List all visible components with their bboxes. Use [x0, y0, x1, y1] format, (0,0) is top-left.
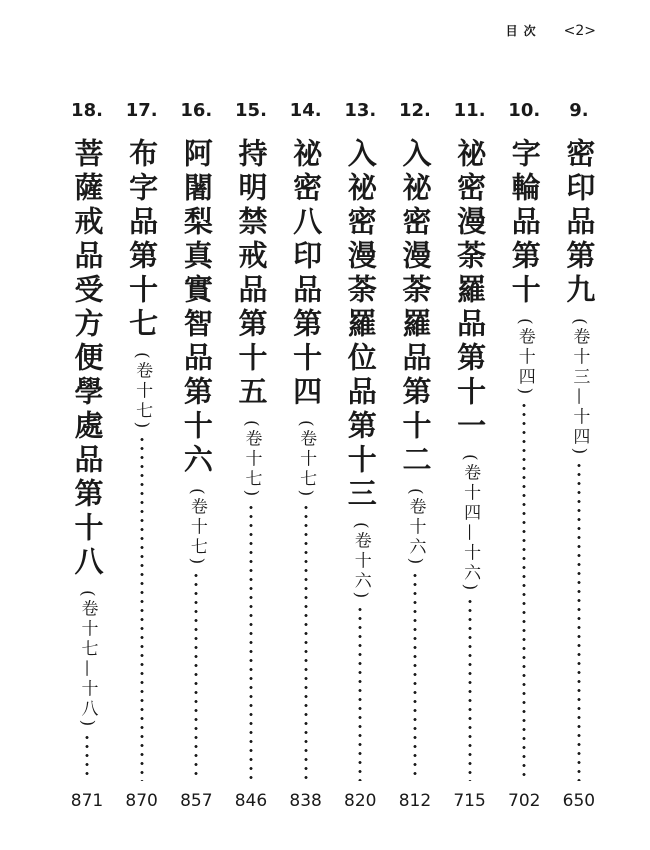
running-header	[506, 22, 596, 39]
entry-title: 入祕密漫荼羅位品第十三	[343, 138, 378, 512]
toc-entry	[287, 98, 325, 813]
toc-entry	[177, 98, 215, 813]
entry-number: 12.	[398, 100, 431, 121]
entry-title: 入祕密漫荼羅品第十二	[398, 138, 433, 478]
entry-juan: (卷十七)	[241, 420, 262, 500]
entry-title: 布字品第十七	[125, 138, 160, 342]
entry-juan: (卷十四)	[514, 318, 535, 398]
entry-juan: (卷十三—十四)	[569, 318, 590, 458]
entry-page: 846	[234, 791, 268, 811]
dot-leader	[577, 461, 581, 781]
entry-title: 菩薩戒品受方便學處品第十八	[70, 138, 105, 580]
dot-leader	[522, 401, 526, 781]
entry-number: 9.	[569, 100, 589, 121]
entry-juan: (卷十四—十六)	[460, 454, 481, 594]
dot-leader	[140, 435, 144, 781]
entry-page: 870	[125, 791, 158, 811]
page-number: <2>	[563, 22, 596, 39]
toc-entry	[68, 98, 106, 813]
dot-leader	[304, 503, 308, 781]
toc-entry	[505, 98, 543, 813]
entry-number: 11.	[453, 100, 486, 121]
entry-juan: (卷十七)	[132, 352, 153, 432]
entry-page: 812	[398, 791, 432, 811]
dot-leader	[85, 733, 89, 781]
toc-entry	[123, 98, 161, 813]
toc-list	[68, 98, 598, 813]
section-title: 目次	[505, 24, 542, 38]
toc-entry	[451, 98, 489, 813]
dot-leader	[358, 605, 362, 781]
dot-leader	[413, 571, 417, 781]
entry-title: 字輪品第十	[507, 138, 542, 308]
entry-number: 16.	[180, 100, 213, 121]
entry-number: 13.	[344, 100, 377, 121]
entry-number: 18.	[71, 100, 103, 121]
entry-juan: (卷十六)	[405, 488, 426, 568]
entry-juan: (卷十七)	[186, 488, 207, 568]
toc-entry	[396, 98, 434, 813]
dot-leader	[249, 503, 253, 781]
toc-entry	[232, 98, 270, 813]
entry-page: 820	[344, 791, 377, 811]
dot-leader	[194, 571, 198, 781]
entry-title: 持明禁戒品第十五	[234, 138, 269, 410]
entry-page: 871	[70, 791, 104, 811]
entry-juan: (卷十七—十八)	[77, 590, 98, 730]
entry-juan: (卷十六)	[350, 522, 371, 602]
entry-juan: (卷十七)	[296, 420, 317, 500]
toc-entry	[560, 98, 598, 813]
entry-title: 祕密八印品第十四	[289, 138, 324, 410]
entry-number: 14.	[289, 100, 322, 121]
entry-title: 阿闍梨真實智品第十六	[179, 138, 214, 478]
toc-entry	[341, 98, 379, 813]
entry-title: 密印品第九	[562, 138, 597, 308]
entry-page: 702	[508, 791, 541, 811]
entry-page: 715	[453, 791, 486, 811]
entry-number: 10.	[508, 100, 541, 121]
entry-number: 15.	[235, 100, 267, 121]
entry-number: 17.	[125, 100, 158, 121]
entry-title: 祕密漫荼羅品第十一	[453, 138, 488, 444]
entry-page: 650	[562, 791, 596, 811]
entry-page: 838	[289, 791, 322, 811]
entry-page: 857	[180, 791, 213, 811]
dot-leader	[468, 597, 472, 781]
